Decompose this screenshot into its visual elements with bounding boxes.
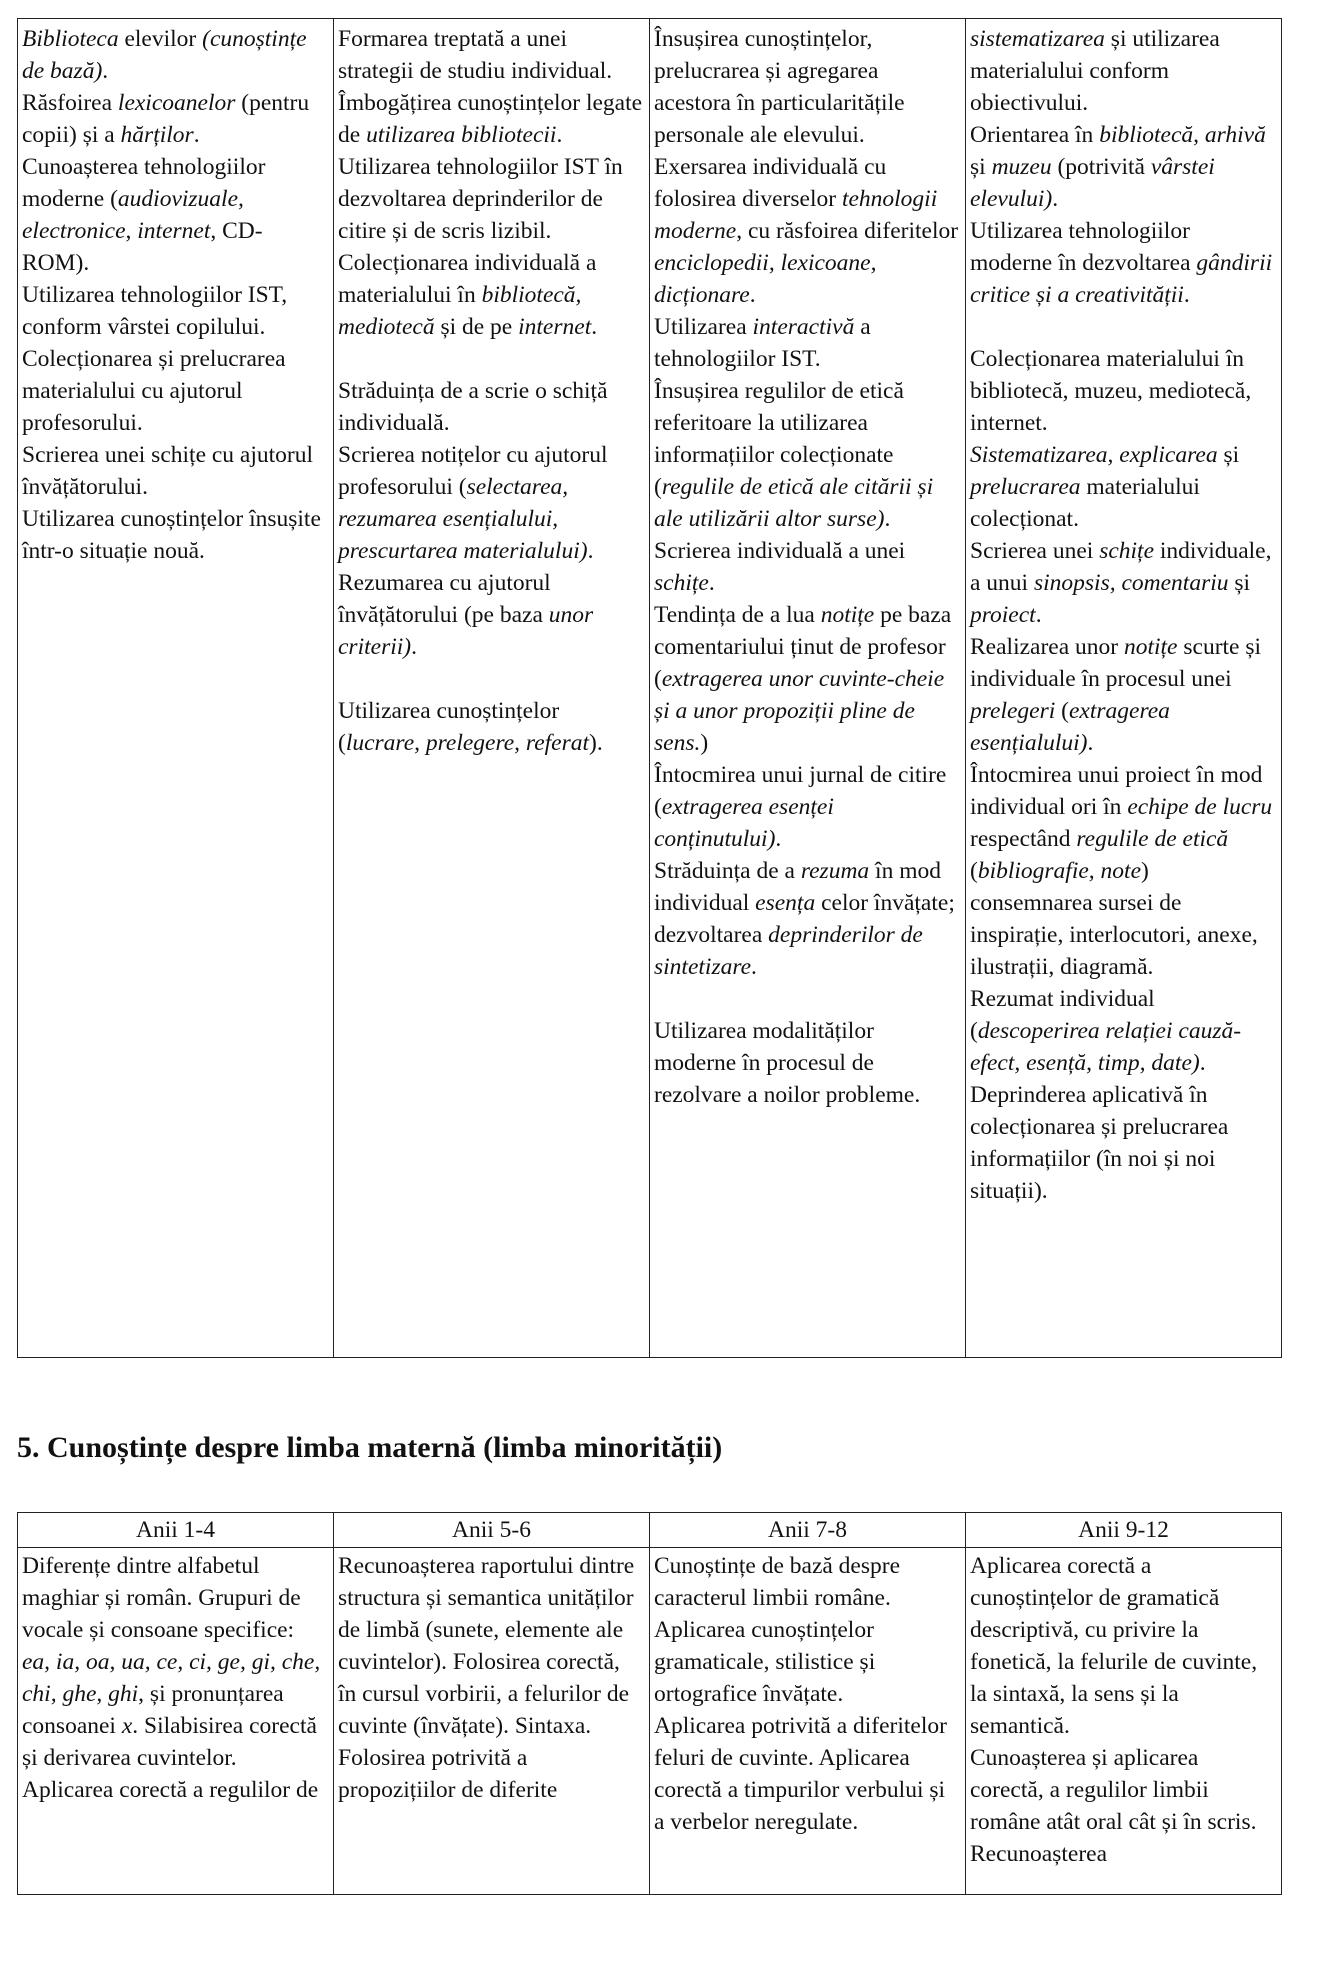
italic-text: Biblioteca: [22, 26, 119, 52]
cell-paragraph: Tendința de a lua notițe pe baza comentariului ținut de profesor (extragerea unor cuvinte-cheie și a unor propoziții pline de sens.): [654, 602, 952, 756]
italic-text: tehnologii moderne: [654, 186, 938, 244]
paragraph-gap: [654, 983, 959, 1015]
italic-text: lucrare, prelegere, referat: [345, 730, 590, 756]
cell-paragraph: Scrierea individuală a unei schițe.: [654, 538, 906, 596]
italic-text: rezuma: [800, 858, 870, 884]
cell-paragraph: Întocmirea unui jurnal de citire (extragerea esenței conținutului).: [654, 762, 947, 852]
italic-text: esența: [755, 890, 816, 916]
italic-text: sinopsis, comentariu: [1033, 570, 1229, 596]
italic-text: lexicoanelor: [117, 90, 236, 116]
cell-paragraph: Utilizarea cunoștințelor (lucrare, prelegere, referat).: [338, 698, 603, 756]
italic-text: internet: [518, 314, 592, 340]
cell-paragraph: Scrierea unei schițe cu ajutorul învățătorului.: [22, 442, 314, 500]
cell-paragraph: Aplicarea potrivită a diferitelor feluri de cuvinte. Aplicarea corectă a timpurilor verbului și a verbelor neregulate.: [654, 1713, 947, 1835]
italic-text: Sistematizarea, explicarea: [970, 442, 1218, 468]
cell-paragraph: Scrierea notițelor cu ajutorul profesorului (selectarea, rezumarea esențialului, prescurtarea materialului).: [338, 442, 608, 564]
italic-text: schițe: [1099, 538, 1155, 564]
italic-text: (cunoștințe de bază): [22, 26, 307, 84]
cell-paragraph: Străduința de a scrie o schiță individuală.: [338, 378, 608, 436]
paragraph-gap: [338, 343, 643, 375]
italic-text: vârstei elevului): [970, 154, 1215, 212]
table-header-row: [18, 1513, 1282, 1548]
cell-paragraph: Cunoașterea și aplicarea corectă, a regulilor limbii române atât oral cât și în scris. Recunoașterea: [970, 1745, 1257, 1867]
italic-text: bibliotecă, arhivă: [1099, 122, 1266, 148]
header-years-7-8: Anii 7-8: [650, 1513, 966, 1548]
cell-paragraph: Însușirea cunoștințelor, prelucrarea și agregarea acestora în particularitățile personale ale elevului.: [654, 26, 905, 148]
italic-text: sistematizarea: [970, 26, 1105, 52]
cell-paragraph: Exersarea individuală cu folosirea diverselor tehnologii moderne, cu răsfoirea diferitelor enciclopedii, lexicoane, dicționare.: [654, 154, 959, 308]
cell-paragraph: Însușirea regulilor de etică referitoare la utilizarea informațiilor colecționate (regulile de etică ale citării și ale utilizării altor surse).: [654, 378, 934, 532]
italic-text: prelucrarea: [970, 474, 1081, 500]
header-years-9-12: Anii 9-12: [966, 1513, 1282, 1548]
cell-paragraph: Sistematizarea, explicarea și prelucrarea materialului colecționat.: [970, 442, 1240, 532]
cell-paragraph: Utilizarea tehnologiilor IST, conform vârstei copilului.: [22, 282, 288, 340]
cell-paragraph: Cunoașterea tehnologiilor moderne (audiovizuale, electronice, internet, CD-ROM).: [22, 154, 266, 276]
cell-years-7-8: [650, 19, 966, 1358]
italic-text: deprinderilor de sintetizare: [654, 922, 923, 980]
italic-text: extragerea esențialului): [970, 698, 1170, 756]
italic-text: x: [121, 1713, 133, 1739]
table-row: [18, 1548, 1282, 1895]
cell-years-5-6: [334, 19, 650, 1358]
cell-paragraph: Utilizarea cunoștințelor însușite într-o situație nouă.: [22, 506, 321, 564]
cell-paragraph: Rezumarea cu ajutorul învățătorului (pe baza unor criterii).: [338, 570, 594, 660]
curriculum-table-continued: [17, 18, 1282, 1358]
cell-paragraph: Deprinderea aplicativă în colecționarea și prelucrarea informațiilor (în noi și noi situații).: [970, 1082, 1229, 1204]
cell-paragraph: Diferențe dintre alfabetul maghiar și român. Grupuri de vocale și consoane specifice: ea, ia, oa, ua, ce, ci, ge, gi, che, chi, ghe, ghi, și pronunțarea consoanei x. Silabisirea corectă și derivarea cuvintelor. Aplicarea corectă a regulilor de: [22, 1553, 321, 1803]
italic-text: muzeu: [991, 154, 1052, 180]
header-years-1-4: Anii 1-4: [18, 1513, 334, 1548]
italic-text: audiovizuale, electronice, internet: [22, 186, 244, 244]
mother-tongue-table: [17, 1512, 1282, 1895]
cell-years-9-12: [966, 1548, 1282, 1895]
cell-paragraph: Întocmirea unui proiect în mod individual ori în echipe de lucru respectând regulile de etică (bibliografie, note) consemnarea sursei de inspirație, interlocutori, anexe, ilustrații, diagramă.: [970, 762, 1273, 980]
cell-paragraph: sistematizarea și utilizarea materialului conform obiectivului.: [970, 26, 1220, 116]
italic-text: prelegeri: [970, 698, 1056, 724]
italic-text: ea, ia, oa, ua, ce, ci, ge, gi, che, chi, ghe, ghi: [22, 1649, 321, 1707]
italic-text: utilizarea bibliotecii: [366, 122, 557, 148]
cell-years-9-12: [966, 19, 1282, 1358]
cell-years-7-8: [650, 1548, 966, 1895]
italic-text: schițe: [654, 570, 709, 596]
italic-text: bibliotecă, mediotecă: [338, 282, 582, 340]
cell-paragraph: Cunoștințe de bază despre caracterul limbii române.: [654, 1553, 901, 1611]
cell-years-5-6: [334, 1548, 650, 1895]
italic-text: hărților: [120, 122, 194, 148]
italic-text: echipe de lucru: [1127, 794, 1273, 820]
cell-paragraph: Utilizarea interactivă a tehnologiilor IST.: [654, 314, 871, 372]
italic-text: notițe: [1123, 634, 1178, 660]
italic-text: unor criterii): [338, 602, 594, 660]
cell-paragraph: Utilizarea tehnologiilor moderne în dezvoltarea gândirii critice și a creativității.: [970, 218, 1273, 308]
cell-paragraph: Colecționarea materialului în bibliotecă, muzeu, mediotecă, internet.: [970, 346, 1252, 436]
italic-text: selectarea, rezumarea esențialului, prescurtarea materialului): [338, 474, 588, 564]
italic-text: extragerea esenței conținutului): [654, 794, 834, 852]
paragraph-gap: [338, 663, 643, 695]
italic-text: notițe: [820, 602, 875, 628]
italic-text: gândirii critice și a creativității: [970, 250, 1273, 308]
cell-paragraph: Îmbogățirea cunoștințelor legate de utilizarea bibliotecii.: [338, 90, 643, 148]
italic-text: extragerea unor cuvinte-cheie și a unor propoziții pline de sens.: [654, 666, 945, 756]
cell-years-1-4: [18, 19, 334, 1358]
cell-paragraph: Utilizarea modalităților moderne în procesul de rezolvare a noilor probleme.: [654, 1018, 921, 1108]
cell-paragraph: Aplicarea cunoștințelor gramaticale, stilistice și ortografice învățate.: [654, 1617, 876, 1707]
cell-paragraph: Orientarea în bibliotecă, arhivă și muzeu (potrivită vârstei elevului).: [970, 122, 1266, 212]
italic-text: regulile de etică: [1076, 826, 1229, 852]
cell-paragraph: Aplicarea corectă a cunoștințelor de gramatică descriptivă, cu privire la fonetică, la felurile de cuvinte, la sintaxă, la sens și la semantică.: [970, 1553, 1258, 1739]
table-row: [18, 19, 1282, 1358]
cell-paragraph: Colecționarea individuală a materialului în bibliotecă, mediotecă și de pe internet.: [338, 250, 598, 340]
cell-paragraph: Străduința de a rezuma în mod individual esența celor învățate; dezvoltarea deprinderilor de sintetizare.: [654, 858, 955, 980]
cell-paragraph: Rezumat individual (descoperirea relației cauză-efect, esență, timp, date).: [970, 986, 1242, 1076]
cell-paragraph: Formarea treptată a unei strategii de studiu individual.: [338, 26, 613, 84]
cell-paragraph: Colecționarea și prelucrarea materialului cu ajutorul profesorului.: [22, 346, 286, 436]
section-heading: 5. Cunoștințe despre limba maternă (limba minorității): [17, 1431, 723, 1464]
paragraph-gap: [970, 311, 1275, 343]
italic-text: enciclopedii, lexicoane, dicționare: [654, 250, 877, 308]
cell-years-1-4: [18, 1548, 334, 1895]
cell-paragraph: Scrierea unei schițe individuale, a unui sinopsis, comentariu și proiect.: [970, 538, 1272, 628]
italic-text: bibliografie, note: [977, 858, 1142, 884]
header-years-5-6: Anii 5-6: [334, 1513, 650, 1548]
cell-paragraph: Recunoașterea raportului dintre structura și semantica unităților de limbă (sunete, elemente ale cuvintelor). Folosirea corectă, în cursul vorbirii, a felurilor de cuvinte (învățate). Sintaxa. Folosirea potrivită a propozițiilor de diferite: [338, 1553, 635, 1803]
cell-paragraph: Realizarea unor notițe scurte și individuale în procesul unei prelegeri (extragerea esențialului).: [970, 634, 1262, 756]
italic-text: descoperirea relației cauză-efect, esență, timp, date): [970, 1018, 1242, 1076]
italic-text: regulile de etică ale citării și ale utilizării altor surse): [654, 474, 934, 532]
cell-paragraph: Răsfoirea lexicoanelor (pentru copii) și a hărților.: [22, 90, 310, 148]
cell-paragraph: Utilizarea tehnologiilor IST în dezvoltarea deprinderilor de citire și de scris lizibil.: [338, 154, 623, 244]
cell-paragraph: Biblioteca elevilor (cunoștințe de bază).: [22, 26, 307, 84]
italic-text: proiect: [970, 602, 1036, 628]
italic-text: interactivă: [752, 314, 855, 340]
